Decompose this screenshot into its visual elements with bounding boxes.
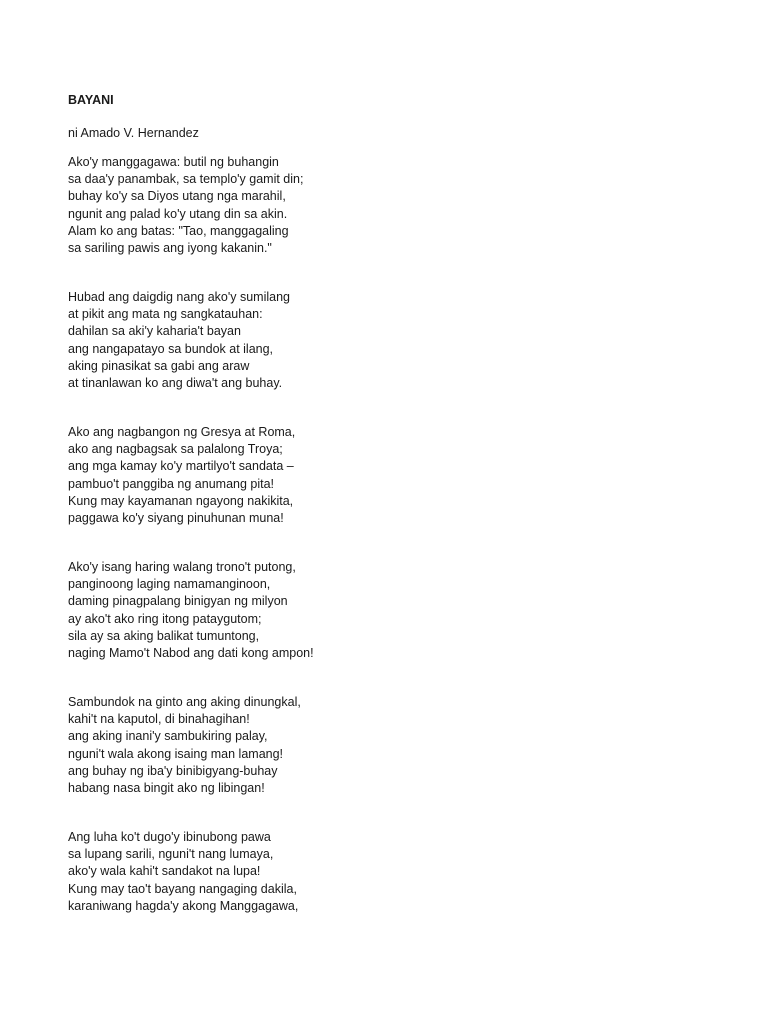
poem-line: pambuo't panggiba ng anumang pita! [68, 476, 275, 491]
stanza-4 [68, 559, 314, 662]
poem-line: daming pinagpalang binigyan ng milyon [68, 594, 288, 609]
poem-title: BAYANI [68, 93, 114, 107]
poem-line: ay ako't ako ring itong pataygutom; [68, 611, 262, 626]
poem-line: ang nangapatayo sa bundok at ilang, [68, 341, 274, 356]
poem-line: Kung may kayamanan ngayong nakikita, [68, 493, 294, 508]
poem-line: Sambundok na ginto ang aking dinungkal, [68, 695, 301, 709]
poem-line: sa sariling pawis ang iyong kakanin." [68, 240, 272, 255]
poem-line: aking pinasikat sa gabi ang araw [68, 358, 250, 373]
poem-line: ngunit ang palad ko'y utang din sa akin. [68, 206, 288, 221]
poem-line: sila ay sa aking balikat tumuntong, [68, 628, 260, 643]
poem-line: habang nasa bingit ako ng libingan! [68, 780, 265, 795]
poem-line: Ako'y manggagawa: butil ng buhangin [68, 155, 279, 169]
poem-line: ang mga kamay ko'y martilyo't sandata – [68, 459, 294, 474]
poem-line: Alam ko ang batas: "Tao, manggagaling [68, 223, 289, 238]
stanza-5 [68, 694, 301, 797]
poem-line: paggawa ko'y siyang pinuhunan muna! [68, 510, 284, 525]
document-page [68, 92, 708, 913]
poem-line: Hubad ang daigdig nang ako'y sumilang [68, 290, 290, 304]
poem-line: Ang luha ko't dugo'y ibinubong pawa [68, 830, 271, 844]
poem-line: nguni't wala akong isaing man lamang! [68, 746, 284, 761]
poem-line: Ako'y isang haring walang trono't putong, [68, 560, 296, 574]
poem-line: kahi't na kaputol, di binahagihan! [68, 712, 250, 727]
poem-line: dahilan sa aki'y kaharia't bayan [68, 324, 241, 339]
poem-line: panginoong laging namamanginoon, [68, 577, 271, 592]
stanza-6 [68, 829, 298, 915]
poem-line: buhay ko'y sa Diyos utang nga marahil, [68, 189, 286, 204]
poem-line: sa lupang sarili, nguni't nang lumaya, [68, 847, 274, 862]
poem-line: Ako ang nagbangon ng Gresya at Roma, [68, 425, 296, 439]
stanza-2 [68, 289, 290, 392]
poem-author: ni Amado V. Hernandez [68, 126, 199, 140]
poem-line: ang aking inani'y sambukiring palay, [68, 729, 268, 744]
stanza-3 [68, 424, 295, 527]
poem-line: naging Mamo't Nabod ang dati kong ampon! [68, 645, 314, 660]
poem-line: karaniwang hagda'y akong Manggagawa, [68, 898, 299, 913]
stanza-1 [68, 154, 303, 257]
poem-line: Kung may tao't bayang nangaging dakila, [68, 881, 297, 896]
poem-line: at pikit ang mata ng sangkatauhan: [68, 307, 263, 322]
poem-line: ako ang nagbagsak sa palalong Troya; [68, 442, 283, 457]
poem-line: ako'y wala kahi't sandakot na lupa! [68, 864, 261, 879]
poem-line: at tinanlawan ko ang diwa't ang buhay. [68, 375, 283, 390]
poem-line: ang buhay ng iba'y binibigyang-buhay [68, 763, 278, 778]
poem-line: sa daa'y panambak, sa templo'y gamit din; [68, 172, 304, 187]
